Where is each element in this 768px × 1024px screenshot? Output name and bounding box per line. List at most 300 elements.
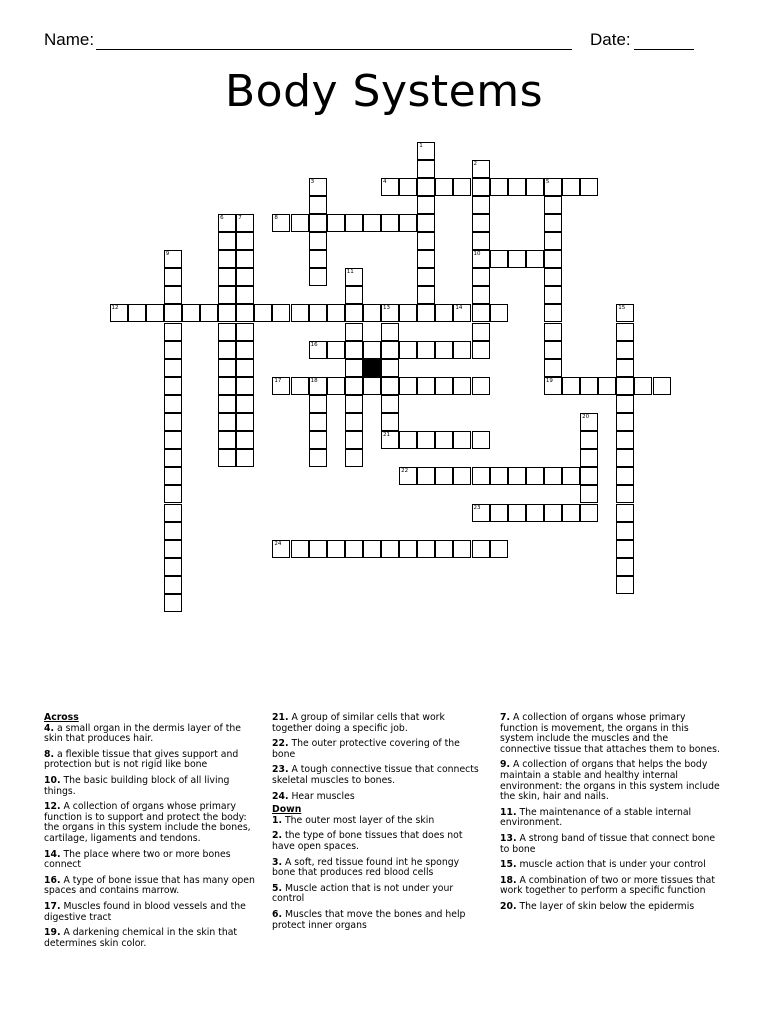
grid-cell[interactable] [399,178,417,196]
grid-cell[interactable] [345,214,363,232]
grid-cell[interactable] [508,178,526,196]
grid-cell[interactable] [164,576,182,594]
clue-item [500,860,720,871]
grid-cell[interactable] [182,304,200,322]
grid-cell[interactable] [472,467,490,485]
clue-number: 24 [274,540,282,547]
grid-cell[interactable] [363,341,381,359]
grid-cell[interactable] [254,304,272,322]
grid-cell[interactable] [417,304,435,322]
grid-cell[interactable] [164,341,182,359]
grid-cell[interactable] [345,359,363,377]
clue-item [500,834,720,855]
grid-cell[interactable] [508,504,526,522]
grid-cell[interactable] [417,341,435,359]
clue-number: 20 [582,414,590,420]
clue-text: A collection of organs whose primary function is movement, the organs in this system include the muscles and the connective tissue that attaches them to bones. [500,712,720,755]
grid-cell[interactable] [399,540,417,558]
grid-cell[interactable] [200,304,218,322]
clue-item [44,750,259,771]
grid-cell[interactable] [110,304,128,322]
grid-cell[interactable] [381,214,399,232]
clue-number: 18 [310,377,318,384]
grid-cell[interactable] [526,178,544,196]
grid-cell[interactable] [472,540,490,558]
grid-cell[interactable] [399,341,417,359]
clue-text: Muscle action that is not under your control [272,882,454,905]
clue-number: 17 [274,377,282,384]
date-label: Date: [590,30,631,49]
grid-cell[interactable] [417,232,435,250]
page-title: Body Systems [224,66,544,117]
grid-cell[interactable] [236,304,254,322]
grid-cell[interactable] [164,304,182,322]
grid-cell[interactable] [164,522,182,540]
grid-cell[interactable] [381,341,399,359]
grid-cell[interactable] [236,395,254,413]
grid-cell[interactable] [236,214,254,232]
grid-cell[interactable] [562,377,580,395]
clue-number-label: 7. [500,712,511,723]
clue-number: 8 [274,214,278,221]
clue-number: 13 [383,305,390,312]
grid-cell[interactable] [164,558,182,576]
grid-cell[interactable] [345,323,363,341]
grid-cell[interactable] [435,377,453,395]
grid-cell[interactable] [327,304,345,322]
grid-cell[interactable] [128,304,146,322]
clue-text: Muscles that move the bones and help protect inner organs [272,908,466,931]
grid-cell[interactable] [236,359,254,377]
grid-cell[interactable] [381,359,399,377]
grid-cell[interactable] [490,540,508,558]
black-square [363,359,381,377]
grid-cell[interactable] [218,286,236,304]
clue-item [500,902,720,913]
clue-text: The layer of skin below the epidermis [516,900,695,912]
grid-cell[interactable] [616,413,634,431]
grid-cell[interactable] [218,250,236,268]
grid-cell[interactable] [309,449,327,467]
grid-cell[interactable] [435,304,453,322]
grid-cell[interactable] [435,540,453,558]
grid-cell[interactable] [472,232,490,250]
clue-text: A darkening chemical in the skin that determines skin color. [44,927,238,949]
grid-cell[interactable] [164,323,182,341]
clue-number-label: 9. [500,759,511,771]
grid-cell[interactable] [435,341,453,359]
grid-cell[interactable] [309,341,327,359]
grid-cell[interactable] [345,413,363,431]
clue-item [272,792,482,803]
grid-cell[interactable] [580,431,598,449]
grid-cell[interactable] [544,359,562,377]
grid-cell[interactable] [544,341,562,359]
grid-cell[interactable] [309,413,327,431]
grid-cell[interactable] [417,196,435,214]
grid-cell[interactable] [453,540,471,558]
clue-number-label: 18. [500,874,517,886]
grid-cell[interactable] [327,540,345,558]
grid-cell[interactable] [417,540,435,558]
grid-cell[interactable] [544,268,562,286]
grid-cell[interactable] [309,196,327,214]
clue-item [272,739,482,760]
grid-cell[interactable] [417,160,435,178]
clue-number-label: 19. [44,927,61,939]
grid-cell[interactable] [218,341,236,359]
clue-item [44,876,259,897]
grid-cell[interactable] [544,323,562,341]
grid-cell[interactable] [309,431,327,449]
grid-cell[interactable] [164,504,182,522]
grid-cell[interactable] [580,178,598,196]
grid-cell[interactable] [616,449,634,467]
clue-item [272,858,482,879]
grid-cell[interactable] [164,395,182,413]
grid-cell[interactable] [417,467,435,485]
clue-text: The place where two or more bones connect [44,848,231,871]
grid-cell[interactable] [327,214,345,232]
clue-item [272,884,482,905]
grid-cell[interactable] [417,214,435,232]
grid-cell[interactable] [472,504,490,522]
grid-cell[interactable] [580,485,598,503]
grid-cell[interactable] [417,431,435,449]
grid-cell[interactable] [291,214,309,232]
clue-number-label: 2. [272,830,283,842]
grid-cell[interactable] [218,377,236,395]
clue-number-label: 6. [272,908,283,920]
grid-cell[interactable] [363,540,381,558]
grid-cell[interactable] [345,268,363,286]
grid-cell[interactable] [472,286,490,304]
clue-text: The basic building block of all living things. [44,774,230,797]
grid-cell[interactable] [417,377,435,395]
clue-item [272,713,482,734]
clue-item [44,724,259,745]
grid-cell[interactable] [309,250,327,268]
grid-cell[interactable] [562,178,580,196]
clue-text: A tough connective tissue that connects skeletal muscles to bones. [272,764,479,786]
grid-cell[interactable] [472,196,490,214]
grid-cell[interactable] [417,286,435,304]
clue-number: 15 [618,305,626,312]
grid-cell[interactable] [399,431,417,449]
grid-cell[interactable] [580,413,598,431]
clue-number-label: 4. [44,722,55,734]
grid-cell[interactable] [381,540,399,558]
grid-cell[interactable] [218,214,236,232]
clue-number: 22 [401,468,409,475]
clue-text: A group of similar cells that work together doing a specific job. [272,712,445,734]
grid-cell[interactable] [490,178,508,196]
clue-number-label: 5. [272,882,283,894]
grid-cell[interactable] [544,196,562,214]
clue-number-label: 14. [44,848,61,860]
grid-cell[interactable] [164,268,182,286]
name-label: Name: [44,30,95,49]
grid-cell[interactable] [562,504,580,522]
grid-cell[interactable] [236,341,254,359]
clue-item [44,928,259,949]
grid-cell[interactable] [291,377,309,395]
clue-number: 3 [310,178,315,185]
grid-cell[interactable] [490,304,508,322]
grid-cell[interactable] [345,377,363,395]
grid-cell[interactable] [218,413,236,431]
grid-cell[interactable] [236,449,254,467]
grid-cell[interactable] [490,467,508,485]
grid-cell[interactable] [453,467,471,485]
grid-cell[interactable] [472,214,490,232]
grid-cell[interactable] [236,232,254,250]
clue-number: 9 [165,251,170,258]
grid-cell[interactable] [218,449,236,467]
grid-cell[interactable] [345,304,363,322]
grid-cell[interactable] [616,341,634,359]
clues-column-2 [272,713,482,936]
grid-cell[interactable] [544,232,562,250]
grid-cell[interactable] [544,250,562,268]
clue-number-label: 3. [272,856,283,868]
grid-cell[interactable] [327,377,345,395]
grid-cell[interactable] [363,214,381,232]
grid-cell[interactable] [580,504,598,522]
clue-item [272,831,482,852]
clue-number: 5 [545,178,550,185]
grid-cell[interactable] [309,377,327,395]
grid-cell[interactable] [309,178,327,196]
grid-cell[interactable] [309,214,327,232]
grid-cell[interactable] [544,504,562,522]
grid-cell[interactable] [236,250,254,268]
grid-cell[interactable] [236,431,254,449]
grid-cell[interactable] [218,268,236,286]
grid-cell[interactable] [417,268,435,286]
grid-cell[interactable] [345,540,363,558]
grid-cell[interactable] [272,304,290,322]
grid-cell[interactable] [309,268,327,286]
grid-cell[interactable] [218,431,236,449]
grid-cell[interactable] [616,558,634,576]
grid-cell[interactable] [634,377,652,395]
grid-cell[interactable] [218,232,236,250]
grid-cell[interactable] [598,377,616,395]
grid-cell[interactable] [472,268,490,286]
grid-cell[interactable] [164,413,182,431]
grid-cell[interactable] [345,286,363,304]
clue-item [272,910,482,931]
clues-column-3 [500,713,720,918]
grid-cell[interactable] [218,323,236,341]
grid-cell[interactable] [291,304,309,322]
grid-cell[interactable] [490,250,508,268]
clue-number-label: 24. [272,790,289,802]
grid-cell[interactable] [363,377,381,395]
grid-cell[interactable] [164,594,182,612]
grid-cell[interactable] [399,377,417,395]
grid-cell[interactable] [544,304,562,322]
grid-cell[interactable] [472,304,490,322]
grid-cell[interactable] [453,304,471,322]
grid-cell[interactable] [508,467,526,485]
grid-cell[interactable] [472,431,490,449]
grid-cell[interactable] [309,304,327,322]
grid-cell[interactable] [309,232,327,250]
grid-cell[interactable] [381,413,399,431]
grid-cell[interactable] [616,359,634,377]
grid-cell[interactable] [616,377,634,395]
grid-cell[interactable] [381,431,399,449]
grid-cell[interactable] [164,250,182,268]
grid-cell[interactable] [164,467,182,485]
grid-cell[interactable] [562,467,580,485]
grid-cell[interactable] [653,377,671,395]
clue-text: Muscles found in blood vessels and the digestive tract [44,900,246,923]
grid-cell[interactable] [616,467,634,485]
grid-cell[interactable] [164,540,182,558]
grid-cell[interactable] [399,214,417,232]
grid-cell[interactable] [236,377,254,395]
grid-cell[interactable] [218,395,236,413]
grid-cell[interactable] [345,449,363,467]
clue-number-label: 22. [272,738,289,750]
clue-number-label: 15. [500,859,517,871]
grid-cell[interactable] [381,395,399,413]
grid-cell[interactable] [472,250,490,268]
clue-text: a flexible tissue that gives support and protection but is not rigid like bone [44,748,239,771]
grid-cell[interactable] [345,431,363,449]
grid-cell[interactable] [363,304,381,322]
grid-cell[interactable] [272,377,290,395]
grid-cell[interactable] [544,467,562,485]
grid-cell[interactable] [164,449,182,467]
grid-cell[interactable] [345,395,363,413]
grid-cell[interactable] [580,449,598,467]
grid-cell[interactable] [381,304,399,322]
grid-cell[interactable] [435,431,453,449]
grid-cell[interactable] [291,540,309,558]
grid-cell[interactable] [345,341,363,359]
clue-number-label: 11. [500,806,517,818]
grid-cell[interactable] [472,341,490,359]
clue-text: A combination of two or more tissues that work together to perform a specific function [500,874,715,897]
clue-number: 6 [220,214,224,221]
grid-cell[interactable] [236,286,254,304]
grid-cell[interactable] [236,323,254,341]
grid-cell[interactable] [218,304,236,322]
grid-cell[interactable] [435,467,453,485]
grid-cell[interactable] [236,413,254,431]
grid-cell[interactable] [490,504,508,522]
clue-text: a small organ in the dermis layer of the skin that produces hair. [44,722,241,745]
clue-item [500,876,720,897]
grid-cell[interactable] [381,377,399,395]
grid-cell[interactable] [544,214,562,232]
grid-cell[interactable] [272,540,290,558]
grid-cell[interactable] [616,304,634,322]
grid-cell[interactable] [236,268,254,286]
grid-cell[interactable] [453,178,471,196]
grid-cell[interactable] [453,431,471,449]
clue-text: A collection of organs whose primary function is to support and protect the body: the organs in this system include the bones, cartilage, ligaments and tendons. [44,801,251,844]
clue-text: the type of bone tissues that does not have open spaces. [272,830,463,852]
grid-cell[interactable] [164,377,182,395]
clue-number: 14 [455,305,463,312]
grid-cell[interactable] [453,341,471,359]
grid-cell[interactable] [544,377,562,395]
clue-item [44,850,259,871]
grid-cell[interactable] [381,323,399,341]
grid-cell[interactable] [526,467,544,485]
clue-number: 2 [473,160,477,167]
grid-cell[interactable] [616,576,634,594]
grid-cell[interactable] [526,250,544,268]
grid-cell[interactable] [164,359,182,377]
grid-cell[interactable] [164,286,182,304]
clues-column-1 [44,713,259,954]
grid-cell[interactable] [616,540,634,558]
grid-cell[interactable] [526,504,544,522]
grid-cell[interactable] [309,395,327,413]
grid-cell[interactable] [309,540,327,558]
clue-number: 11 [346,269,354,276]
grid-cell[interactable] [146,304,164,322]
clue-number-label: 16. [44,874,61,886]
grid-cell[interactable] [544,286,562,304]
grid-cell[interactable] [435,178,453,196]
grid-cell[interactable] [616,323,634,341]
across-heading: Across [44,712,79,723]
clue-item [44,776,259,797]
grid-cell[interactable] [453,377,471,395]
grid-cell[interactable] [616,485,634,503]
grid-cell[interactable] [164,485,182,503]
grid-cell[interactable] [508,250,526,268]
grid-cell[interactable] [544,178,562,196]
clue-number: 12 [111,305,119,312]
grid-cell[interactable] [472,323,490,341]
grid-cell[interactable] [164,431,182,449]
grid-cell[interactable] [327,341,345,359]
clue-number-label: 21. [272,712,289,723]
clue-number: 21 [383,432,390,439]
clue-text: Hear muscles [288,790,355,802]
grid-cell[interactable] [472,377,490,395]
grid-cell[interactable] [399,304,417,322]
clue-number-label: 23. [272,764,289,776]
grid-cell[interactable] [616,395,634,413]
grid-cell[interactable] [472,178,490,196]
grid-cell[interactable] [472,160,490,178]
grid-cell[interactable] [580,467,598,485]
grid-cell[interactable] [616,504,634,522]
grid-cell[interactable] [616,431,634,449]
grid-cell[interactable] [417,142,435,160]
clue-item [44,802,259,844]
grid-cell[interactable] [580,377,598,395]
grid-cell[interactable] [616,522,634,540]
grid-cell[interactable] [272,214,290,232]
clue-text: A type of bone issue that has many open spaces and contains marrow. [44,874,255,897]
grid-cell[interactable] [381,178,399,196]
grid-cell[interactable] [218,359,236,377]
grid-cell[interactable] [417,178,435,196]
clue-text: The maintenance of a stable internal environment. [500,806,692,829]
grid-cell[interactable] [417,250,435,268]
grid-cell[interactable] [399,467,417,485]
